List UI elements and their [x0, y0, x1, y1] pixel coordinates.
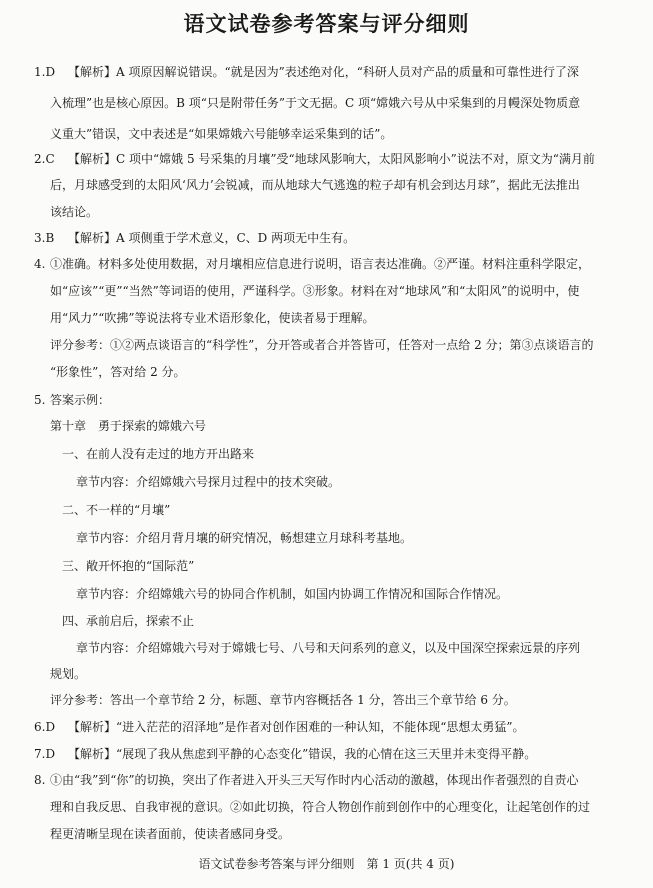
q5-content-4-line-1: 章节内容：介绍嫦娥六号对于嫦娥七号、八号和天问系列的意义，以及中国深空探索远景的序列: [76, 641, 581, 655]
q2-line-3: 该结论。: [50, 205, 99, 219]
q5-score-line: 评分参考：答出一个章节给 2 分，标题、章节内容概括各 1 分，答出三个章节给 6 分。: [50, 693, 516, 707]
q5-content-1: 章节内容：介绍嫦娥六号探月过程中的技术突破。: [76, 475, 341, 489]
q4-line-3: 用“风力”“吹拂”等说法将专业术语形象化，使读者易于理解。: [50, 311, 375, 325]
q6-number: 6.D: [34, 720, 56, 734]
q1-number: 1.D: [34, 65, 56, 79]
q5-number: 5.: [34, 393, 46, 407]
q8-line-3: 程更清晰呈现在读者面前，使读者感同身受。: [50, 827, 291, 841]
q5-section-2: 二、不一样的“月壤”: [62, 503, 171, 517]
q2-line-2: 后，月球感受到的太阳风‘风力’会锐减，而从地球大气逃逸的粒子却有机会到达月球”，据此无法推出: [50, 178, 580, 192]
q1-line-2: 入梳理”也是核心原因。B 项“只是附带任务”于文无据。C 项“嫦娥六号从中采集到的月幔深处物质意: [50, 96, 581, 110]
q7-number: 7.D: [34, 747, 56, 761]
q4-score-line-2: “形象性”，答对给 2 分。: [50, 365, 186, 379]
q4-line-1: 4. ①准确。材料多处使用数据，对月壤相应信息进行说明，语言表达准确。②严谨。材料注重科学限定，: [34, 257, 591, 271]
q1-line-3: 义重大”错误，文中表述是“如果嫦娥六号能够幸运采集到的话”。: [50, 127, 393, 141]
q4-line-2: 如“应该”“更”“当然”等词语的使用，严谨科学。③形象。材料在对“地球风”和“太阳风”的说明中，使: [50, 284, 580, 298]
q7-line-1: 7.D 【解析】“展现了我从焦虑到平静的心态变化”错误，我的心情在这三天里并未变得平静。: [34, 747, 537, 761]
q4-score-line-1: 评分参考：①②两点谈语言的“科学性”，分开答或者合并答皆可，任答对一点给 2 分；第③点谈语言的: [50, 338, 594, 352]
q2-number: 2.C: [34, 152, 55, 166]
q6-line-1: 6.D 【解析】“进入茫茫的沼泽地”是作者对创作困难的一种认知，不能体现“思想太勇猛”。: [34, 720, 525, 734]
q5-content-4-line-2: 规划。: [50, 667, 87, 681]
q5-content-3: 章节内容：介绍嫦娥六号的协同合作机制，如国内协调工作情况和国际合作情况。: [76, 587, 509, 601]
q5-content-2: 章节内容：介绍月背月壤的研究情况，畅想建立月球科考基地。: [76, 531, 413, 545]
q5-section-4: 四、承前启后，探索不止: [62, 614, 195, 628]
q5-chapter-title: 第十章 勇于探索的嫦娥六号: [50, 419, 207, 433]
q3-line-1: 3.B 【解析】A 项侧重于学术意义，C、D 两项无中生有。: [34, 231, 356, 245]
q1-line-1: 1.D 【解析】A 项原因解说错误。“就是因为”表述绝对化，“科研人员对产品的质量和可靠性进行了深: [34, 65, 579, 79]
q5-section-1: 一、在前人没有走过的地方开出路来: [62, 447, 255, 461]
q5-section-3: 三、敞开怀抱的“国际范”: [62, 559, 195, 573]
q2-line-1: 2.C 【解析】C 项中“嫦娥 5 号采集的月壤”受“地球风影响大，太阳风影响小”说法不对，原文为“满月前: [34, 152, 595, 166]
page-title: 语文试卷参考答案与评分细则: [183, 11, 470, 36]
q3-number: 3.B: [34, 231, 55, 245]
q8-line-1: 8. ①由“我”到“你”的切换，突出了作者进入开头三天写作时内心活动的激越，体现出作者强烈的自责心: [34, 773, 579, 787]
q4-number: 4.: [34, 257, 46, 271]
q8-number: 8.: [34, 773, 46, 787]
page-footer: 语文试卷参考答案与评分细则 第 1 页(共 4 页): [198, 857, 455, 871]
q5-line-1: 5. 答案示例：: [34, 393, 111, 407]
q8-line-2: 理和自我反思、自我审视的意识。②如此切换，符合人物创作前到创作中的心理变化，让起笔创作的过: [50, 800, 591, 814]
